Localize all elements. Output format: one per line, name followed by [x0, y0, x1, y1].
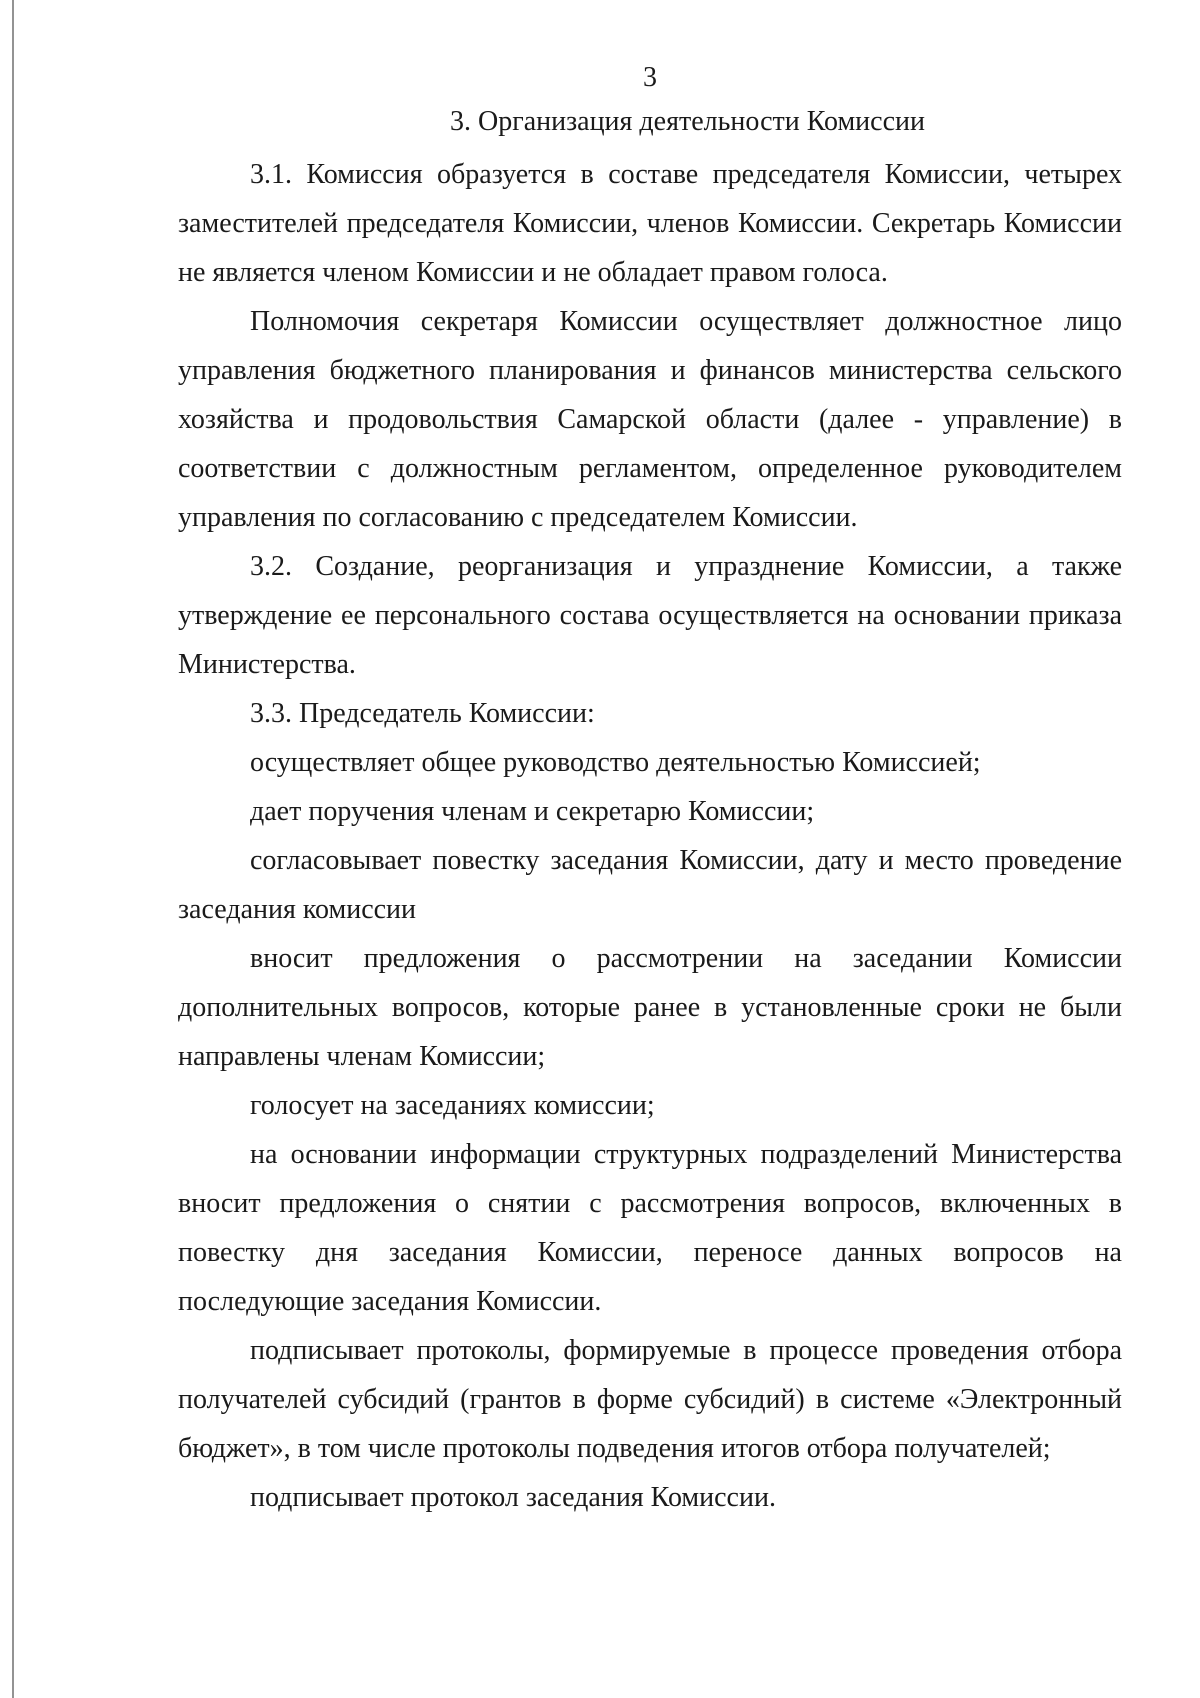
list-item-removal-proposals: на основании информации структурных подразделений Министерства вносит предложения о снятии с рассмотрения вопросов, включенных в повестку дня заседания Комиссии, переносе данных вопросов на последующие заседания Комиссии.	[178, 1139, 1122, 1317]
list-item-general-management: осуществляет общее руководство деятельностью Комиссией;	[250, 747, 981, 778]
list-item-gives-instructions: дает поручения членам и секретарю Комиссии;	[250, 796, 815, 827]
paragraph-3-2: 3.2. Создание, реорганизация и упразднение Комиссии, а также утверждение ее персонального состава осуществляется на основании приказа Министерства.	[178, 551, 1122, 680]
list-item-additional-questions: вносит предложения о рассмотрении на заседании Комиссии дополнительных вопросов, которые ранее в установленные сроки не были направлены членам Комиссии;	[178, 943, 1122, 1072]
list-item-signs-meeting-protocol: подписывает протокол заседания Комиссии.	[250, 1482, 776, 1513]
paragraph-secretary-powers: Полномочия секретаря Комиссии осуществляет должностное лицо управления бюджетного планирования и финансов министерства сельского хозяйства и продовольствия Самарской области (далее - управление) в соответствии с должностным регламентом, определенное руководителем управления по согласованию с председателем Комиссии.	[178, 306, 1122, 533]
page-number: 3	[643, 62, 657, 93]
paragraph-3-1: 3.1. Комиссия образуется в составе председателя Комиссии, четырех заместителей председателя Комиссии, членов Комиссии. Секретарь Комиссии не является членом Комиссии и не обладает правом голоса.	[178, 159, 1122, 288]
section-title: 3. Организация деятельности Комиссии	[449, 106, 925, 137]
paragraph-3-3-heading: 3.3. Председатель Комиссии:	[250, 698, 595, 729]
document-body	[178, 150, 1122, 1522]
list-item-votes: голосует на заседаниях комиссии;	[250, 1090, 655, 1121]
list-item-agrees-agenda: согласовывает повестку заседания Комиссии, дату и место проведение заседания комиссии	[178, 845, 1122, 925]
scan-edge-line	[12, 0, 14, 1698]
list-item-signs-protocols: подписывает протоколы, формируемые в процессе проведения отбора получателей субсидий (грантов в форме субсидий) в системе «Электронный бюджет», в том числе протоколы подведения итогов отбора получателей;	[178, 1335, 1122, 1464]
